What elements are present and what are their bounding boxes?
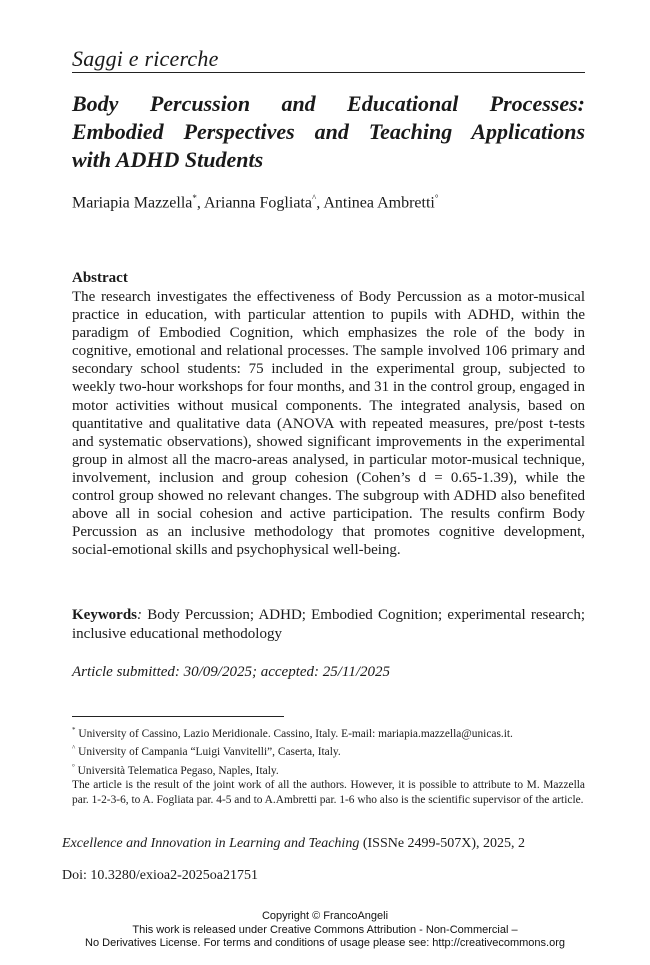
author-name: Antinea Ambretti (323, 194, 435, 212)
keywords-colon: : (137, 607, 142, 623)
footnote-mark: ° (72, 762, 75, 771)
submission-dates: Article submitted: 30/09/2025; accepted: 25/11/2025 (72, 664, 390, 680)
license-line: No Derivatives License. For terms and conditions of usage please see: http://creativecommons.org (85, 937, 565, 949)
section-label: Saggi e ricerche (72, 46, 219, 71)
author-name: Arianna Fogliata (204, 194, 312, 212)
footnote-text: Università Telematica Pegaso, Naples, Italy. (74, 764, 279, 777)
author-separator: , (196, 194, 204, 212)
section-divider (72, 72, 585, 73)
footnote-text: University of Cassino, Lazio Meridionale. Cassino, Italy. E-mail: mariapia.mazzella@unicas.it. (75, 727, 513, 740)
author-mark: ^ (311, 193, 317, 203)
license-line: This work is released under Creative Commons Attribution - Non-Commercial – (132, 923, 518, 936)
author-list (72, 193, 438, 212)
keywords-text: Body Percussion; ADHD; Embodied Cognition; experimental research; inclusive educational methodology (72, 607, 585, 642)
footnote (72, 760, 585, 778)
footnote-text: University of Campania “Luigi Vanvitelli”, Caserta, Italy. (75, 746, 341, 759)
author-mark: ° (434, 193, 439, 203)
footnotes (72, 723, 585, 807)
footnote (72, 723, 585, 741)
footnote-mark: * (72, 726, 76, 734)
author-mark: * (192, 193, 197, 203)
contribution-note: The article is the result of the joint work of all the authors. However, it is possible to attribute to M. Mazzella par. 1-2-3-6, to A. Fogliata par. 4-5 and to A.Ambretti par. 1-6 who also is the scientific supervisor of the article. (72, 779, 585, 806)
keywords-label: Keywords (72, 607, 137, 623)
title-line: with ADHD Students (72, 147, 264, 172)
article-title (72, 90, 585, 174)
abstract-body: The research investigates the effectiveness of Body Percussion as a motor-musical practice in education, with particular attention to pupils with ADHD, within the paradigm of Embodied Cognition, which emphasizes the role of the body in cognitive, emotional and relational processes. The sample involved 106 primary and secondary school students: 75 included in the experimental group, subjected to weekly two-hour workshops for four months, and 31 in the control group, engaged in motor activities without musical components. The integrated analysis, based on quantitative and qualitative data (ANOVA with repeated measures, pre/post t-tests and systematic observations), showed significant improvements in the experimental group in almost all the macro-areas analysed, in particular motor-musical technique, involvement, inclusion and group cohesion (Cohen’s d = 0.65-1.39), while the control group showed no relevant changes. The subgroup with ADHD also benefited above all in social cohesion and active participation. The results confirm Body Percussion as an inclusive methodology that promotes cognitive development, social-emotional skills and psychophysical well-being. (72, 289, 585, 559)
abstract-heading: Abstract (72, 270, 128, 286)
author-name: Mariapia Mazzella (72, 194, 193, 212)
author-separator: , (316, 194, 324, 212)
footnote-divider (72, 716, 284, 717)
journal-name: Excellence and Innovation in Learning and Teaching (62, 836, 360, 851)
keywords-paragraph (72, 606, 585, 643)
footnote-mark: ^ (72, 744, 76, 753)
journal-citation (62, 836, 525, 852)
doi: Doi: 10.3280/exioa2-2025oa21751 (62, 868, 258, 883)
title-line: Embodied Perspectives and Teaching Applications (72, 119, 585, 144)
journal-details: (ISSNe 2499-507X), 2025, 2 (359, 836, 525, 851)
copyright-line: Copyright © FrancoAngeli (261, 910, 389, 922)
footnote (72, 741, 585, 759)
title-line: Body Percussion and Educational Processes: (72, 91, 585, 116)
license-notice (0, 910, 650, 951)
